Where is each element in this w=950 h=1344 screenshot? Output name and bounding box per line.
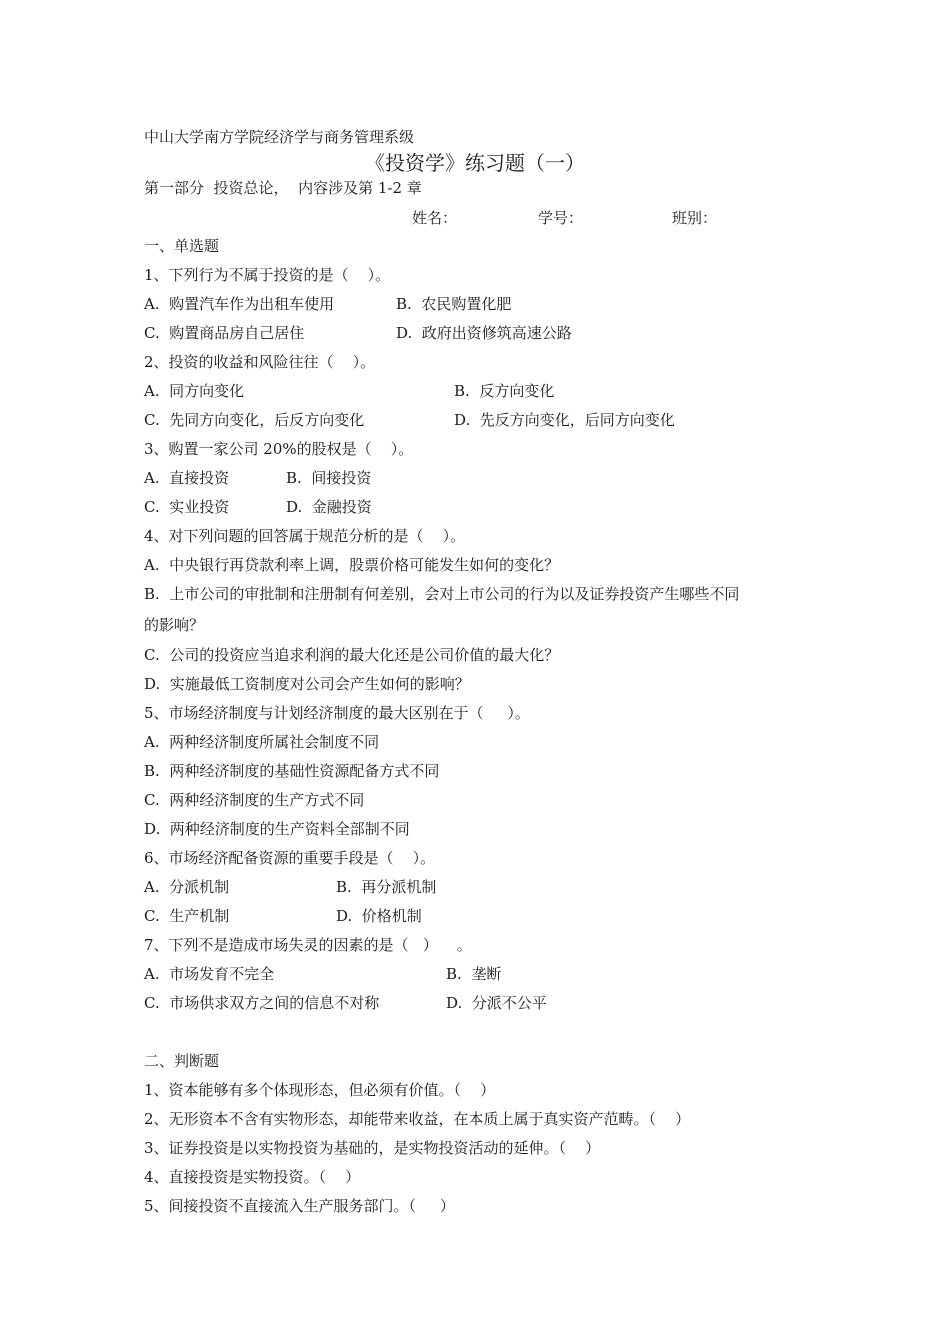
judgment-1: 1、资本能够有多个体现形态，但必须有价值。（ ） — [144, 1081, 496, 1099]
section-heading-true-false: 二、判断题 — [144, 1052, 220, 1070]
name-label: 姓名： — [412, 209, 458, 227]
option-3a: A. 直接投资 — [144, 469, 230, 487]
option-5b: B. 两种经济制度的基础性资源配备方式不同 — [144, 762, 440, 780]
option-4a: A. 中央银行再贷款利率上调，股票价格可能发生如何的变化？ — [144, 556, 560, 574]
option-4b: B. 上市公司的审批制和注册制有何差别，会对上市公司的行为以及证券投资产生哪些不同 — [144, 585, 740, 603]
page-title: 《投资学》练习题（一） — [365, 151, 585, 175]
option-2c: C. 先同方向变化，后反方向变化 — [144, 411, 365, 429]
option-3d: D. 金融投资 — [286, 498, 372, 516]
judgment-3: 3、证券投资是以实物投资为基础的，是实物投资活动的延伸。（ ） — [144, 1139, 601, 1157]
option-4c: C. 公司的投资应当追求利润的最大化还是公司价值的最大化？ — [144, 646, 560, 664]
question-1: 1、下列行为不属于投资的是（ ）。 — [144, 266, 391, 284]
option-3b: B. 间接投资 — [286, 469, 372, 487]
judgment-4: 4、直接投资是实物投资。（ ） — [144, 1168, 361, 1186]
judgment-2: 2、无形资本不含有实物形态，却能带来收益，在本质上属于真实资产范畴。（ ） — [144, 1110, 691, 1128]
question-7: 7、下列不是造成市场失灵的因素的是（ ） 。 — [144, 936, 472, 954]
option-7d: D. 分派不公平 — [446, 994, 547, 1012]
option-5d: D. 两种经济制度的生产资料全部制不同 — [144, 820, 410, 838]
option-1a: A. 购置汽车作为出租车使用 — [144, 295, 335, 313]
option-4d: D. 实施最低工资制度对公司会产生如何的影响？ — [144, 675, 470, 693]
option-2d: D. 先反方向变化，后同方向变化 — [454, 411, 675, 429]
department-line: 中山大学南方学院经济学与商务管理系级 — [144, 128, 415, 146]
option-6b: B. 再分派机制 — [336, 878, 437, 896]
option-7a: A. 市场发育不完全 — [144, 965, 275, 983]
question-3: 3、购置一家公司 20%的股权是（ ）。 — [144, 440, 414, 458]
student-id-label: 学号： — [538, 209, 584, 227]
class-label: 班别： — [672, 209, 718, 227]
option-7c: C. 市场供求双方之间的信息不对称 — [144, 994, 380, 1012]
option-6c: C. 生产机制 — [144, 907, 230, 925]
option-6d: D. 价格机制 — [336, 907, 422, 925]
option-5a: A. 两种经济制度所属社会制度不同 — [144, 733, 380, 751]
option-2a: A. 同方向变化 — [144, 382, 245, 400]
option-3c: C. 实业投资 — [144, 498, 230, 516]
question-2: 2、投资的收益和风险往往（ ）。 — [144, 353, 376, 371]
part-line: 第一部分 投资总论， 内容涉及第 1-2 章 — [144, 179, 422, 197]
option-4b-continued: 的影响？ — [144, 616, 205, 634]
question-6: 6、市场经济配备资源的重要手段是（ ）。 — [144, 849, 436, 867]
question-5: 5、市场经济制度与计划经济制度的最大区别在于（ ）。 — [144, 704, 530, 722]
option-7b: B. 垄断 — [446, 965, 502, 983]
option-6a: A. 分派机制 — [144, 878, 230, 896]
option-2b: B. 反方向变化 — [454, 382, 555, 400]
question-4: 4、对下列问题的回答属于规范分析的是（ ）。 — [144, 527, 466, 545]
judgment-5: 5、间接投资不直接流入生产服务部门。（ ） — [144, 1197, 455, 1215]
option-1b: B. 农民购置化肥 — [396, 295, 512, 313]
option-1c: C. 购置商品房自己居住 — [144, 324, 305, 342]
section-heading-single-choice: 一、单选题 — [144, 237, 220, 255]
option-1d: D. 政府出资修筑高速公路 — [396, 324, 572, 342]
option-5c: C. 两种经济制度的生产方式不同 — [144, 791, 365, 809]
